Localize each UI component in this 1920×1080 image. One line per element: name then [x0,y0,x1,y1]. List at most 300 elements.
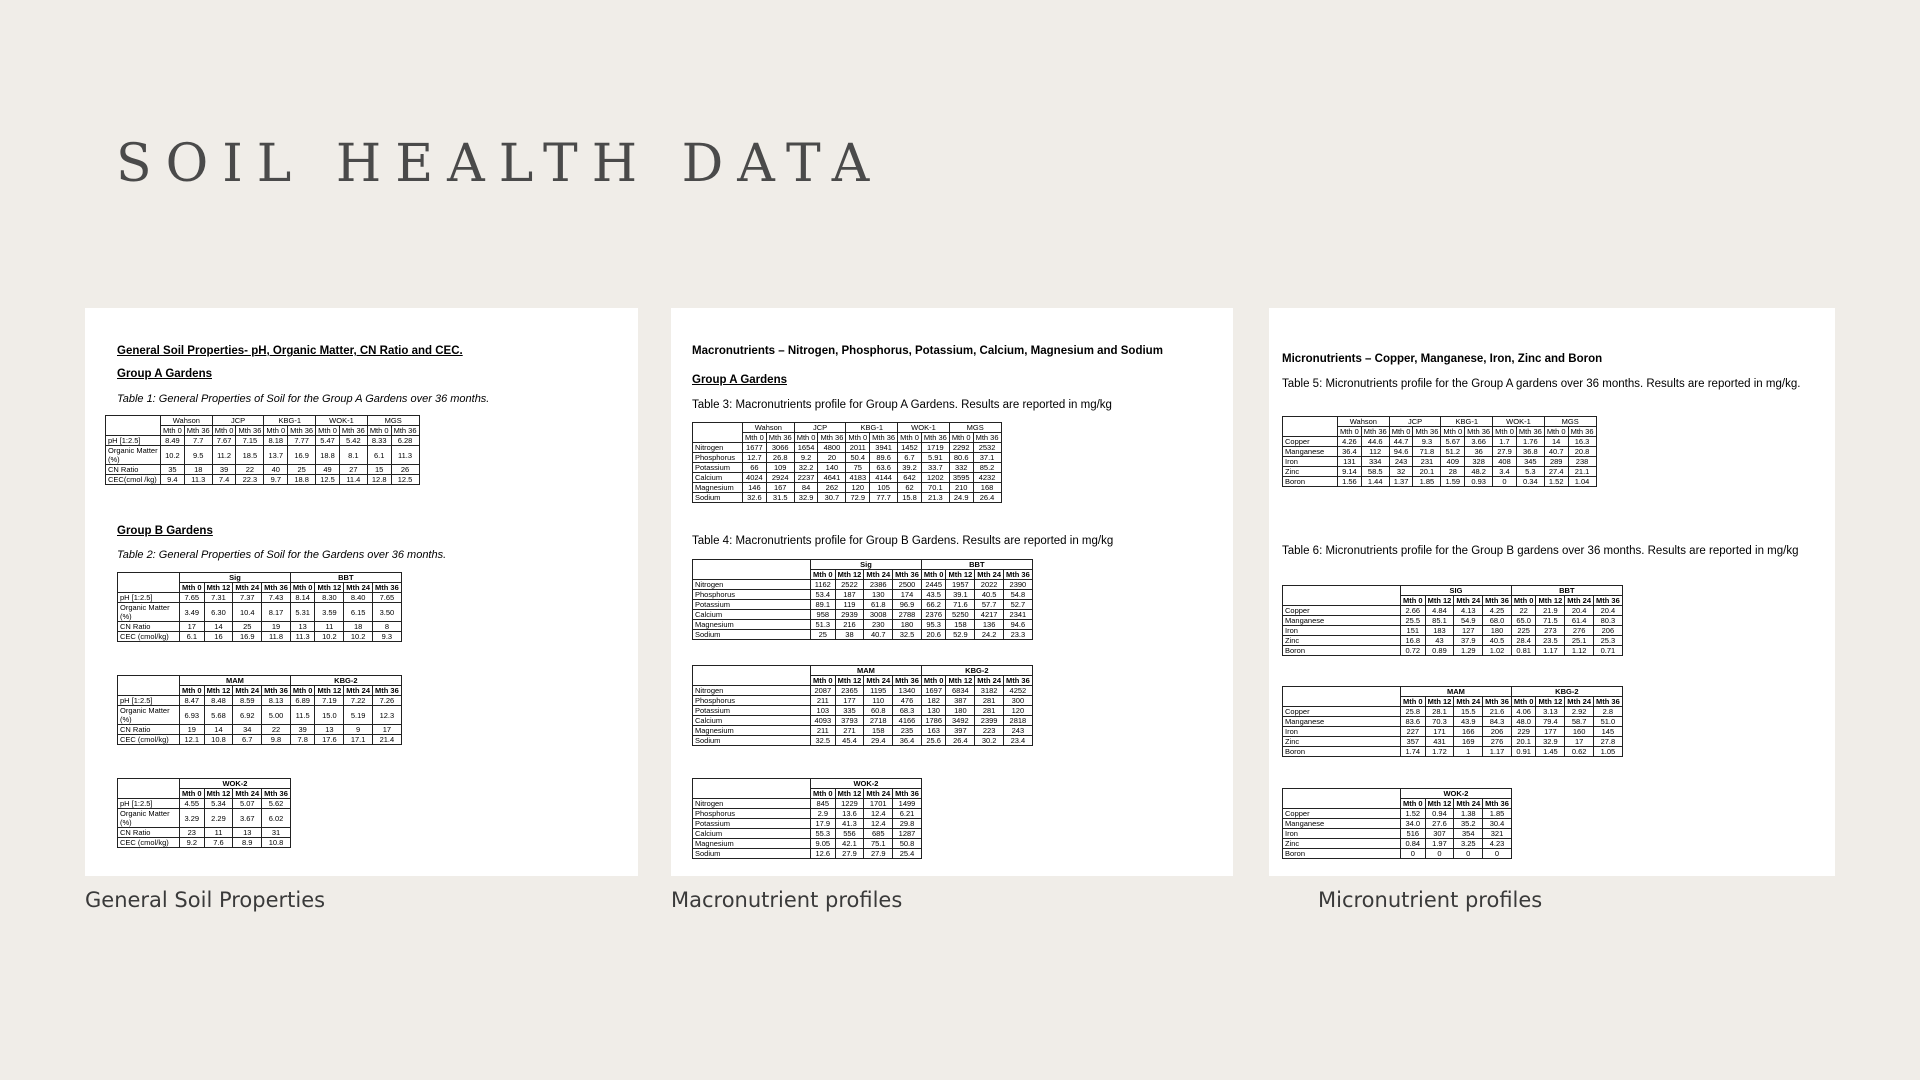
table-cell: 1.44 [1361,477,1389,487]
month-header: Mth 0 [1401,799,1426,809]
table-cell: 4.84 [1425,606,1454,616]
group-header: MGS [1544,417,1596,427]
row-label: Nitrogen [693,580,811,590]
table-cell: 50.8 [893,839,922,849]
month-header: Mth 0 [1511,697,1536,707]
table-cell: 52.9 [946,630,975,640]
table-row [1283,707,1623,717]
data-table-grid [692,665,1033,746]
month-header: Mth 36 [391,426,419,436]
table-row [693,580,1033,590]
table-cell: 4.13 [1454,606,1483,616]
table-cell: 3066 [766,443,794,453]
table-cell: 95.3 [921,620,946,630]
month-header: Mth 0 [811,570,836,580]
row-label: Zinc [1283,467,1338,477]
table-cell: 6.89 [290,696,315,706]
month-header: Mth 36 [1594,697,1623,707]
table-cell: 21.4 [373,735,402,745]
corner-cell [1283,417,1338,437]
table-cell: 33.7 [921,463,949,473]
table-cell: 145 [1594,727,1623,737]
table-cell: 8.49 [161,436,185,446]
group-header: JCP [212,416,264,426]
group-header: JCP [794,423,846,433]
month-header: Mth 0 [1493,427,1517,437]
table-cell: 49 [316,465,340,475]
row-label: Zinc [1283,839,1401,849]
table-cell: 27.8 [1594,737,1623,747]
row-label: Copper [1283,809,1401,819]
table-cell: 4.55 [180,799,205,809]
row-label: Manganese [1283,616,1401,626]
table-row [106,436,420,446]
group-header: MAM [180,676,291,686]
table-cell: 13.7 [264,446,288,465]
table-cell: 3.67 [233,809,262,828]
table-cell: 345 [1516,457,1544,467]
row-label: Phosphorus [693,590,811,600]
data-table-grid [692,559,1033,640]
table-cell: 21.1 [1568,467,1596,477]
table-cell: 39.1 [946,590,975,600]
data-table-grid [117,572,402,642]
table-cell: 9 [344,725,373,735]
table-row [1283,727,1623,737]
row-label: Zinc [1283,737,1401,747]
table-cell: 68.3 [893,706,922,716]
row-label: pH [1:2.5] [118,593,180,603]
table-cell: 3595 [949,473,973,483]
table-cell: 40.7 [1544,447,1568,457]
table-cell: 16.9 [288,446,316,465]
table-row [693,849,922,859]
table-cell: 71.6 [946,600,975,610]
month-header: Mth 24 [1565,697,1594,707]
table-cell: 0.72 [1401,646,1426,656]
table-cell: 10.2 [344,632,373,642]
table-cell: 140 [818,463,846,473]
table-cell: 2087 [811,686,836,696]
month-header: Mth 36 [766,433,794,443]
table-cell: 61.8 [864,600,893,610]
table-cell: 6.30 [204,603,233,622]
table-cell: 180 [1483,626,1512,636]
table-cell: 27.9 [864,849,893,859]
table-cell: 958 [811,610,836,620]
table-cell: 17.6 [315,735,344,745]
table-cell: 2341 [1004,610,1033,620]
month-header: Mth 0 [1338,427,1362,437]
table-cell: 0 [1454,849,1483,859]
table-cell: 127 [1454,626,1483,636]
table-cell: 4217 [975,610,1004,620]
table-cell: 36.4 [1338,447,1362,457]
table-cell: 8.1 [339,446,367,465]
table-cell: 23 [180,828,205,838]
table-cell: 9.5 [184,446,212,465]
table-cell: 5.62 [262,799,291,809]
corner-cell [1283,586,1401,606]
table-cell: 7.15 [236,436,264,446]
table-row [693,829,922,839]
table-cell: 4232 [973,473,1001,483]
table-cell: 7.37 [233,593,262,603]
table-cell: 243 [1004,726,1033,736]
row-label: Boron [1283,849,1401,859]
table-row [693,463,1002,473]
caption-general-soil-properties: General Soil Properties [85,888,326,912]
table-cell: 1.17 [1536,646,1565,656]
month-header: Mth 0 [180,583,205,593]
month-header: Mth 12 [1425,799,1454,809]
table-cell: 7.67 [212,436,236,446]
month-header: Mth 36 [288,426,316,436]
row-label: Manganese [1283,447,1338,457]
table-cell: 13 [315,725,344,735]
table-cell: 9.05 [811,839,836,849]
group-header: MGS [367,416,419,426]
table-cell: 40.5 [975,590,1004,600]
month-header: Mth 24 [864,570,893,580]
table-cell: 177 [1536,727,1565,737]
table-cell: 62 [898,483,922,493]
table-cell: 16.3 [1568,437,1596,447]
table-row [106,446,420,465]
micronutrients-heading: Micronutrients – Copper, Manganese, Iron, Zinc and Boron [1282,353,1603,365]
table-cell: 229 [1511,727,1536,737]
table-cell: 3.59 [315,603,344,622]
table-cell: 45.4 [835,736,864,746]
table-row [693,726,1033,736]
data-table-grid [1282,416,1597,487]
table-cell: 1162 [811,580,836,590]
table-cell: 27.9 [1493,447,1517,457]
row-label: CEC (cmol/kg) [118,735,180,745]
table-cell: 130 [864,590,893,600]
table-cell: 57.7 [975,600,1004,610]
table-cell: 20.1 [1511,737,1536,747]
table-cell: 6.7 [233,735,262,745]
table-cell: 54.9 [1454,616,1483,626]
table-cell: 34.0 [1401,819,1426,829]
table-cell: 276 [1565,626,1594,636]
table-cell: 0.34 [1516,477,1544,487]
table-cell: 1.7 [1493,437,1517,447]
table-cell: 25 [288,465,316,475]
month-header: Mth 36 [236,426,264,436]
month-header: Mth 36 [1004,570,1033,580]
table-cell: 1.74 [1401,747,1426,757]
table-cell: 387 [946,696,975,706]
table-cell: 1.97 [1425,839,1454,849]
table-cell: 3.13 [1536,707,1565,717]
table-cell: 32 [1389,467,1413,477]
table-cell: 5.67 [1441,437,1465,447]
month-header: Mth 24 [864,789,893,799]
month-header: Mth 0 [1441,427,1465,437]
month-header: Mth 0 [1389,427,1413,437]
row-label: CN Ratio [118,622,180,632]
table-cell: 119 [835,600,864,610]
month-header: Mth 36 [373,686,402,696]
table-cell: 0 [1425,849,1454,859]
table-cell: 58.7 [1565,717,1594,727]
table-cell: 32.5 [893,630,922,640]
month-header: Mth 12 [204,789,233,799]
table-cell: 38 [835,630,864,640]
table-cell: 11.3 [391,446,419,465]
table-cell: 40.5 [1483,636,1512,646]
table-cell: 206 [1594,626,1623,636]
table-cell: 24.2 [975,630,1004,640]
group-header: KBG-1 [1441,417,1493,427]
table-cell: 4252 [1004,686,1033,696]
month-header: Mth 36 [184,426,212,436]
table-cell: 1.37 [1389,477,1413,487]
table-cell: 1202 [921,473,949,483]
table-cell: 3.49 [180,603,205,622]
month-header: Mth 0 [743,433,767,443]
table-row [693,696,1033,706]
table-cell: 18.8 [288,475,316,485]
table-cell: 180 [893,620,922,630]
table-cell: 112 [1361,447,1389,457]
table-cell: 2390 [1004,580,1033,590]
table-4-caption: Table 4: Macronutrients profile for Group B Gardens. Results are reported in mg/kg [692,535,1114,547]
table-cell: 334 [1361,457,1389,467]
group-header: BBT [290,573,401,583]
table-cell: 289 [1544,457,1568,467]
group-header: BBT [921,560,1032,570]
table-cell: 211 [811,696,836,706]
group-header: WOK-1 [316,416,368,426]
table-cell: 1452 [898,443,922,453]
table-cell: 71.5 [1536,616,1565,626]
group-header: WOK-2 [1401,789,1512,799]
table-cell: 158 [864,726,893,736]
table-cell: 171 [1425,727,1454,737]
table-cell: 225 [1511,626,1536,636]
table-cell: 2292 [949,443,973,453]
table-cell: 7.31 [204,593,233,603]
row-label: Potassium [693,819,811,829]
table-cell: 4.26 [1338,437,1362,447]
month-header: Mth 24 [1454,799,1483,809]
table-cell: 16 [204,632,233,642]
table-3-caption: Table 3: Macronutrients profile for Group A Gardens. Results are reported in mg/kg [692,399,1112,411]
table-cell: 15.0 [315,706,344,725]
table-cell: 2939 [835,610,864,620]
table-cell: 13 [290,622,315,632]
table-cell: 1287 [893,829,922,839]
table-cell: 7.77 [288,436,316,446]
table-cell: 210 [949,483,973,493]
table-cell: 11.3 [290,632,315,642]
macronutrient-profiles-document [671,308,1233,876]
table-cell: 6.7 [898,453,922,463]
group-b-heading: Group B Gardens [117,525,213,537]
row-label: Potassium [693,463,743,473]
table-cell: 23.3 [1004,630,1033,640]
table-cell: 12.4 [864,819,893,829]
table-cell: 0.93 [1465,477,1493,487]
row-label: pH [1:2.5] [106,436,161,446]
row-label: Organic Matter (%) [118,603,180,622]
table-cell: 1.72 [1425,747,1454,757]
table-row [118,838,291,848]
table-cell: 94.6 [1004,620,1033,630]
table-cell: 18 [344,622,373,632]
table-3 [692,422,1002,503]
table-cell: 44.6 [1361,437,1389,447]
table-5 [1282,416,1597,487]
table-cell: 39 [290,725,315,735]
table-cell: 13.6 [835,809,864,819]
table-cell: 39 [212,465,236,475]
table-cell: 35 [161,465,185,475]
table-cell: 3492 [946,716,975,726]
table-cell: 94.6 [1389,447,1413,457]
table-cell: 34 [233,725,262,735]
month-header: Mth 0 [949,433,973,443]
table-cell: 1.85 [1483,809,1512,819]
group-header: WOK-1 [1493,417,1545,427]
table-cell: 1.52 [1401,809,1426,819]
table-cell: 26.4 [973,493,1001,503]
table-cell: 273 [1536,626,1565,636]
table-row [1283,626,1623,636]
table-row [693,839,922,849]
table-cell: 50.4 [846,453,870,463]
group-header: JCP [1389,417,1441,427]
table-cell: 20.4 [1565,606,1594,616]
table-1 [105,415,420,485]
month-header: Mth 12 [204,583,233,593]
table-2-wok2 [117,778,291,848]
row-label: Magnesium [693,726,811,736]
table-cell: 20 [818,453,846,463]
row-label: Nitrogen [693,686,811,696]
table-row [118,799,291,809]
table-row [693,630,1033,640]
table-cell: 2.29 [204,809,233,828]
table-row [118,725,402,735]
table-cell: 17.1 [344,735,373,745]
month-header: Mth 36 [262,686,291,696]
table-row [118,735,402,745]
table-row [693,736,1033,746]
table-cell: 223 [975,726,1004,736]
table-cell: 5250 [946,610,975,620]
month-header: Mth 36 [1465,427,1493,437]
caption-macronutrient-profiles: Macronutrient profiles [671,888,903,912]
table-cell: 1654 [794,443,818,453]
table-cell: 3941 [870,443,898,453]
row-label: Copper [1283,437,1338,447]
table-cell: 4.06 [1511,707,1536,717]
table-cell: 36 [1465,447,1493,457]
row-label: Sodium [693,849,811,859]
micronutrient-profiles-document [1269,308,1835,876]
month-header: Mth 24 [233,686,262,696]
corner-cell [1283,687,1401,707]
table-cell: 12.1 [180,735,205,745]
table-cell: 25.4 [893,849,922,859]
table-cell: 7.6 [204,838,233,848]
group-a-heading-macro: Group A Gardens [692,374,787,386]
table-cell: 1.56 [1338,477,1362,487]
table-cell: 5.34 [204,799,233,809]
month-header: Mth 0 [898,433,922,443]
row-label: Manganese [1283,717,1401,727]
table-cell: 32.5 [811,736,836,746]
row-label: Phosphorus [693,453,743,463]
table-cell: 0.84 [1401,839,1426,849]
table-cell: 2924 [766,473,794,483]
table-cell: 6.02 [262,809,291,828]
table-cell: 5.3 [1516,467,1544,477]
table-row [118,593,402,603]
row-label: Sodium [693,493,743,503]
table-cell: 0.62 [1565,747,1594,757]
table-cell: 43 [1425,636,1454,646]
month-header: Mth 0 [811,789,836,799]
table-cell: 25.6 [921,736,946,746]
table-cell: 1.85 [1413,477,1441,487]
table-cell: 8.14 [290,593,315,603]
table-cell: 160 [1565,727,1594,737]
table-cell: 281 [975,696,1004,706]
table-cell: 2500 [893,580,922,590]
table-cell: 51.3 [811,620,836,630]
month-header: Mth 12 [835,676,864,686]
table-cell: 89.1 [811,600,836,610]
table-cell: 84 [794,483,818,493]
table-cell: 1697 [921,686,946,696]
table-cell: 262 [818,483,846,493]
data-table-grid [1282,686,1623,757]
month-header: Mth 24 [864,676,893,686]
table-6-sig-bbt [1282,585,1623,656]
month-header: Mth 0 [811,676,836,686]
table-cell: 1.02 [1483,646,1512,656]
table-cell: 89.6 [870,453,898,463]
corner-cell [118,676,180,696]
row-label: Organic Matter (%) [106,446,161,465]
table-cell: 12.5 [316,475,340,485]
table-cell: 8.18 [264,436,288,446]
month-header: Mth 24 [1454,697,1483,707]
table-cell: 30.4 [1483,819,1512,829]
month-header: Mth 12 [1536,697,1565,707]
table-cell: 0.71 [1594,646,1623,656]
table-cell: 174 [893,590,922,600]
month-header: Mth 24 [233,583,262,593]
table-row [1283,737,1623,747]
row-label: Copper [1283,606,1401,616]
row-label: Potassium [693,706,811,716]
table-cell: 0 [1401,849,1426,859]
month-header: Mth 0 [921,570,946,580]
data-table-grid [692,778,922,859]
month-header: Mth 36 [1361,427,1389,437]
table-row [1283,839,1512,849]
table-cell: 12.8 [367,475,391,485]
row-label: Organic Matter (%) [118,809,180,828]
row-label: Manganese [1283,819,1401,829]
month-header: Mth 24 [1565,596,1594,606]
